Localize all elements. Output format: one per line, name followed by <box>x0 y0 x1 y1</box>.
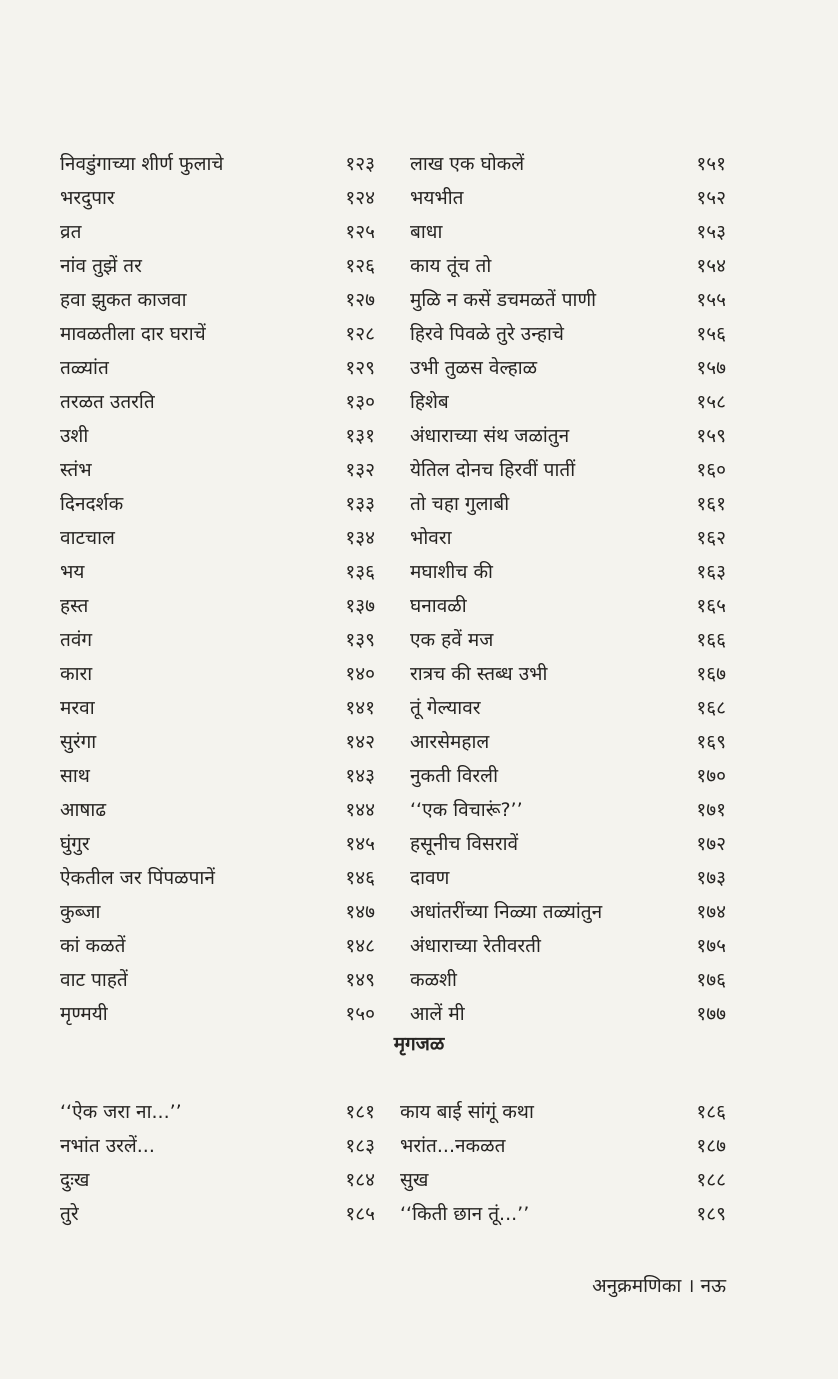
entry-page-number: १८१ <box>345 1101 375 1123</box>
entry-title: सुरंगा <box>60 731 97 753</box>
entry-page-number: १६२ <box>696 527 726 549</box>
entry-title: साथ <box>60 765 90 787</box>
toc-entry <box>410 861 726 895</box>
entry-title: भरदुपार <box>60 187 115 209</box>
entry-page-number: १८३ <box>345 1135 375 1157</box>
toc-entry <box>410 419 726 453</box>
entry-title: व्रत <box>60 221 82 243</box>
entry-title: भोवरा <box>410 527 452 549</box>
entry-title: नभांत उरलें... <box>60 1135 155 1157</box>
section-heading: मृगजळ <box>393 1033 445 1055</box>
entry-page-number: १३६ <box>345 561 375 583</box>
toc-entry <box>60 385 375 419</box>
toc-entry <box>410 147 726 181</box>
toc-entry <box>60 521 375 555</box>
entry-title: मरवा <box>60 697 95 719</box>
toc-entry <box>60 691 375 725</box>
entry-page-number: १७१ <box>696 799 726 821</box>
entry-page-number: १३९ <box>345 629 375 651</box>
toc-entry <box>60 419 375 453</box>
entry-title: घनावळी <box>410 595 467 617</box>
entry-title: स्तंभ <box>60 459 92 481</box>
entry-title: घुंगुर <box>60 833 90 855</box>
toc-entry <box>410 827 726 861</box>
entry-title: नांव तुझें तर <box>60 255 142 277</box>
entry-page-number: १५० <box>345 1003 375 1025</box>
entry-title: दुःख <box>60 1169 90 1191</box>
entry-page-number: १८८ <box>696 1169 726 1191</box>
entry-page-number: १४० <box>345 663 375 685</box>
entry-title: कां कळतें <box>60 935 126 957</box>
entry-title: सुख <box>400 1169 429 1191</box>
toc-entry <box>410 657 726 691</box>
entry-page-number: १२३ <box>345 153 375 175</box>
toc-entry <box>60 793 375 827</box>
entry-page-number: १२६ <box>345 255 375 277</box>
toc-entry <box>410 895 726 929</box>
entry-page-number: १४७ <box>345 901 375 923</box>
entry-title: हसूनीच विसरावें <box>410 833 519 855</box>
entry-title: वाटचाल <box>60 527 115 549</box>
toc-entry <box>410 317 726 351</box>
toc-entry <box>60 249 375 283</box>
toc-entry <box>410 181 726 215</box>
entry-title: रात्रच की स्तब्ध उभी <box>410 663 548 685</box>
toc-entry <box>60 283 375 317</box>
entry-page-number: १२९ <box>345 357 375 379</box>
entry-page-number: १५२ <box>696 187 726 209</box>
toc-entry <box>410 521 726 555</box>
entry-title: काय बाई सांगूं कथा <box>400 1101 534 1123</box>
toc-entry <box>400 1095 726 1129</box>
toc-entry <box>60 623 375 657</box>
entry-page-number: १६३ <box>696 561 726 583</box>
entry-page-number: १६७ <box>696 663 726 685</box>
entry-title: अधांतरींच्या निळ्या तळ्यांतुन <box>410 901 603 923</box>
entry-title: तुरे <box>60 1203 79 1225</box>
toc-entry <box>60 861 375 895</box>
entry-page-number: १५७ <box>696 357 726 379</box>
entry-page-number: १४६ <box>345 867 375 889</box>
entry-title: ‘‘ऐक जरा ना...’’ <box>60 1101 182 1123</box>
entry-page-number: १५८ <box>696 391 726 413</box>
entry-page-number: १५५ <box>696 289 726 311</box>
entry-title: भयभीत <box>410 187 464 209</box>
entry-title: ऐकतील जर पिंपळपानें <box>60 867 215 889</box>
entry-title: येतिल दोनच हिरवीं पातीं <box>410 459 576 481</box>
entry-title: भरांत...नकळत <box>400 1135 506 1157</box>
toc-entry <box>60 725 375 759</box>
entry-page-number: १६५ <box>696 595 726 617</box>
page-footer: अनुक्रमणिका । नऊ <box>592 1275 726 1297</box>
toc-entry <box>410 555 726 589</box>
entry-title: कुब्जा <box>60 901 101 923</box>
entry-page-number: १६१ <box>696 493 726 515</box>
toc-entry <box>60 589 375 623</box>
entry-title: एक हवें मज <box>410 629 494 651</box>
toc-entry <box>410 725 726 759</box>
entry-title: अंधाराच्या रेतीवरती <box>410 935 541 957</box>
entry-page-number: १८४ <box>345 1169 375 1191</box>
section-column-right <box>400 1095 726 1231</box>
entry-page-number: १४२ <box>345 731 375 753</box>
toc-entry <box>410 997 726 1031</box>
entry-title: आषाढ <box>60 799 107 821</box>
entry-title: वाट पाहतें <box>60 969 128 991</box>
entry-title: हिरवे पिवळे तुरे उन्हाचे <box>410 323 564 345</box>
toc-entry <box>60 895 375 929</box>
toc-entry <box>410 623 726 657</box>
toc-entry <box>60 963 375 997</box>
entry-title: आरसेमहाल <box>410 731 490 753</box>
toc-column-right <box>410 147 726 1031</box>
toc-entry <box>410 759 726 793</box>
entry-title: तवंग <box>60 629 93 651</box>
toc-entry <box>400 1163 726 1197</box>
toc-entry <box>410 487 726 521</box>
entry-title: काय तूंच तो <box>410 255 492 277</box>
entry-page-number: १७७ <box>696 1003 726 1025</box>
toc-entry <box>410 385 726 419</box>
entry-page-number: १२४ <box>345 187 375 209</box>
toc-entry <box>60 657 375 691</box>
entry-page-number: १६८ <box>696 697 726 719</box>
toc-entry <box>60 1129 375 1163</box>
toc-entry <box>60 1095 375 1129</box>
entry-title: कारा <box>60 663 93 685</box>
entry-page-number: १७२ <box>696 833 726 855</box>
entry-page-number: १३२ <box>345 459 375 481</box>
entry-page-number: १८६ <box>696 1101 726 1123</box>
entry-page-number: १४४ <box>345 799 375 821</box>
entry-title: उशी <box>60 425 89 447</box>
toc-entry <box>410 249 726 283</box>
entry-page-number: १३७ <box>345 595 375 617</box>
entry-page-number: १७६ <box>696 969 726 991</box>
toc-entry <box>410 283 726 317</box>
entry-title: मृण्मयी <box>60 1003 108 1025</box>
entry-page-number: १६० <box>696 459 726 481</box>
entry-page-number: १५९ <box>696 425 726 447</box>
toc-entry <box>60 827 375 861</box>
entry-title: हवा झुकत काजवा <box>60 289 187 311</box>
toc-entry <box>60 147 375 181</box>
toc-column-left <box>60 147 375 1031</box>
entry-page-number: १८७ <box>696 1135 726 1157</box>
entry-page-number: १६९ <box>696 731 726 753</box>
entry-page-number: १८५ <box>345 1203 375 1225</box>
toc-entry <box>400 1129 726 1163</box>
entry-page-number: १४९ <box>345 969 375 991</box>
entry-title: मघाशीच की <box>410 561 493 583</box>
entry-title: ‘‘किती छान तूं...’’ <box>400 1203 530 1225</box>
entry-title: बाधा <box>410 221 443 243</box>
entry-title: लाख एक घोकलें <box>410 153 525 175</box>
toc-entry <box>60 759 375 793</box>
toc-entry <box>410 691 726 725</box>
toc-entry <box>60 453 375 487</box>
entry-title: निवडुंगाच्या शीर्ण फुलाचे <box>60 153 224 175</box>
entry-title: हिशेब <box>410 391 449 413</box>
entry-page-number: १५१ <box>696 153 726 175</box>
toc-entry <box>410 351 726 385</box>
entry-page-number: १३३ <box>345 493 375 515</box>
toc-entry <box>410 929 726 963</box>
entry-title: उभी तुळस वेल्हाळ <box>410 357 538 379</box>
entry-title: दावण <box>410 867 450 889</box>
entry-page-number: १७० <box>696 765 726 787</box>
entry-page-number: १३० <box>345 391 375 413</box>
toc-entry <box>60 317 375 351</box>
entry-title: आलें मी <box>410 1003 465 1025</box>
toc-entry <box>60 997 375 1031</box>
entry-page-number: १५६ <box>696 323 726 345</box>
entry-page-number: १३४ <box>345 527 375 549</box>
entry-page-number: १४३ <box>345 765 375 787</box>
entry-page-number: १७३ <box>696 867 726 889</box>
entry-page-number: १५४ <box>696 255 726 277</box>
entry-page-number: १४५ <box>345 833 375 855</box>
section-column-left <box>60 1095 375 1231</box>
entry-title: अंधाराच्या संथ जळांतुन <box>410 425 570 447</box>
entry-page-number: १२८ <box>345 323 375 345</box>
toc-entry <box>60 555 375 589</box>
toc-entry <box>60 1163 375 1197</box>
toc-entry <box>410 589 726 623</box>
entry-title: तो चहा गुलाबी <box>410 493 510 515</box>
toc-entry <box>410 215 726 249</box>
entry-page-number: १२७ <box>345 289 375 311</box>
entry-title: तळ्यांत <box>60 357 109 379</box>
entry-page-number: १७५ <box>696 935 726 957</box>
entry-page-number: १७४ <box>696 901 726 923</box>
entry-title: हस्त <box>60 595 89 617</box>
entry-page-number: १२५ <box>345 221 375 243</box>
entry-title: नुकती विरली <box>410 765 498 787</box>
toc-entry <box>410 453 726 487</box>
toc-entry <box>410 793 726 827</box>
toc-entry <box>60 351 375 385</box>
entry-title: कळशी <box>410 969 457 991</box>
entry-title: तूं गेल्यावर <box>410 697 481 719</box>
toc-entry <box>60 929 375 963</box>
toc-entry <box>60 1197 375 1231</box>
entry-page-number: १८९ <box>696 1203 726 1225</box>
entry-page-number: १६६ <box>696 629 726 651</box>
entry-title: मावळतीला दार घराचें <box>60 323 206 345</box>
entry-title: मुळि न कसें डचमळतें पाणी <box>410 289 597 311</box>
entry-page-number: १५३ <box>696 221 726 243</box>
toc-entry <box>60 487 375 521</box>
toc-entry <box>410 963 726 997</box>
entry-page-number: १४१ <box>345 697 375 719</box>
toc-entry <box>60 181 375 215</box>
entry-title: भय <box>60 561 85 583</box>
toc-entry <box>400 1197 726 1231</box>
entry-page-number: १३१ <box>345 425 375 447</box>
entry-title: ‘‘एक विचारूं?’’ <box>410 799 523 821</box>
entry-title: दिनदर्शक <box>60 493 124 515</box>
entry-page-number: १४८ <box>345 935 375 957</box>
toc-entry <box>60 215 375 249</box>
entry-title: तरळत उतरति <box>60 391 155 413</box>
